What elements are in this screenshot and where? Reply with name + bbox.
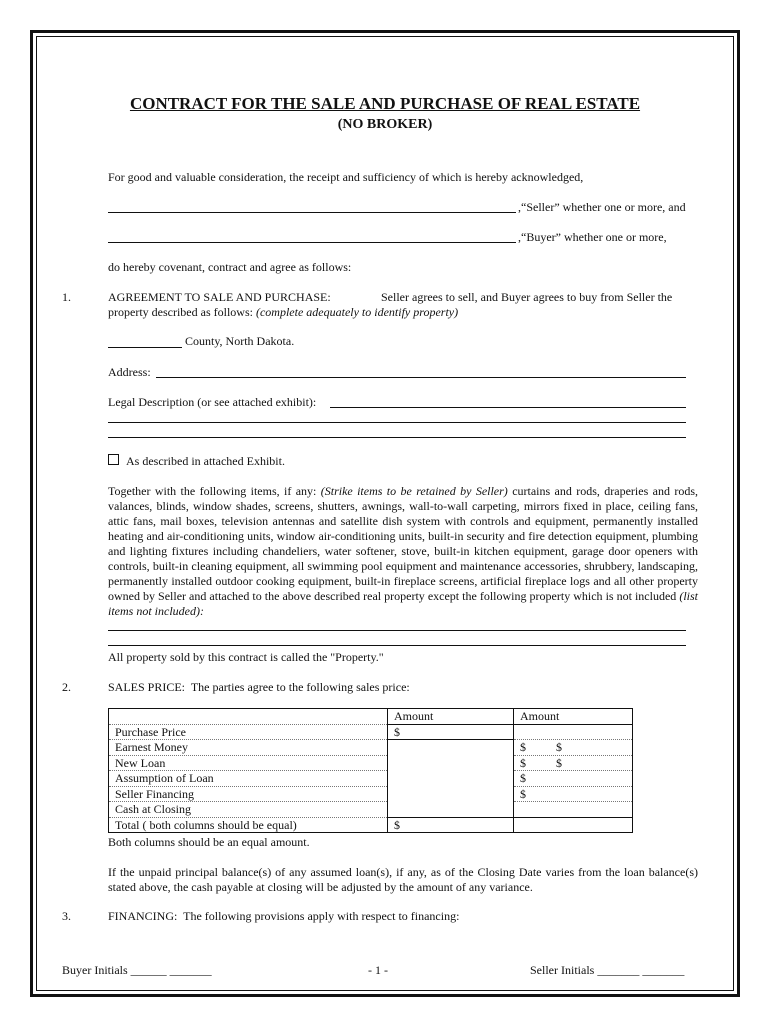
- total-amount-2[interactable]: [514, 817, 633, 833]
- assumption-of-loan-amount[interactable]: $: [514, 771, 633, 787]
- row-label: Total ( both columns should be equal): [109, 817, 388, 833]
- section-2-heading: SALES PRICE: The parties agree to the following sales price:: [108, 680, 410, 694]
- seller-name-line[interactable]: [108, 212, 516, 213]
- exhibit-checkbox[interactable]: [108, 454, 119, 465]
- table-row: [109, 755, 633, 771]
- row-label: Cash at Closing: [109, 802, 388, 818]
- column-header-amount-1: Amount: [388, 709, 514, 725]
- cash-at-closing-amount[interactable]: [514, 802, 633, 818]
- address-line[interactable]: [156, 377, 686, 378]
- seller-initials[interactable]: Seller Initials _______ _______: [530, 963, 685, 977]
- variance-paragraph: If the unpaid principal balance(s) of any assumed loan(s), if any, as of the Closing Date varies from the loan balance(s) stated above, the cash payable at closing will be adjusted by the amount of any variance.: [108, 865, 698, 894]
- section-1-number: 1.: [62, 290, 71, 304]
- buyer-initials[interactable]: Buyer Initials ______ _______: [62, 963, 212, 977]
- table-row: [109, 786, 633, 802]
- table-row: [109, 802, 633, 818]
- section-1-heading: AGREEMENT TO SALE AND PURCHASE:: [108, 290, 331, 304]
- document-title: CONTRACT FOR THE SALE AND PURCHASE OF REAL ESTATE: [129, 94, 641, 113]
- covenant-text: do hereby covenant, contract and agree as follows:: [108, 260, 352, 274]
- row-label: Seller Financing: [109, 786, 388, 802]
- excluded-items-line-2[interactable]: [108, 645, 686, 646]
- row-label: New Loan: [109, 755, 388, 771]
- blank-amount-cell: [388, 740, 514, 818]
- legal-description-line-3[interactable]: [108, 437, 686, 438]
- buyer-label: ,“Buyer” whether one or more,: [518, 230, 667, 244]
- legal-description-line-1[interactable]: [330, 407, 686, 408]
- county-label: County, North Dakota.: [185, 334, 295, 348]
- legal-description-label: Legal Description (or see attached exhibit):: [108, 395, 317, 409]
- county-line[interactable]: [108, 347, 182, 348]
- legal-description-line-2[interactable]: [108, 422, 686, 423]
- new-loan-amount[interactable]: $ $: [514, 755, 633, 771]
- table-row: [109, 771, 633, 787]
- table-row: [109, 817, 633, 833]
- row-label: Assumption of Loan: [109, 771, 388, 787]
- excluded-items-line-1[interactable]: [108, 630, 686, 631]
- section-1-text-a: Seller agrees to sell, and Buyer agrees to buy from Seller the: [381, 290, 673, 304]
- table-row: [109, 724, 633, 740]
- table-header-blank: [109, 709, 388, 725]
- column-header-amount-2: Amount: [514, 709, 633, 725]
- row-label: Purchase Price: [109, 724, 388, 740]
- sales-price-table: [108, 708, 633, 833]
- table-row: [109, 740, 633, 756]
- section-3-heading: FINANCING: The following provisions apply with respect to financing:: [108, 909, 460, 923]
- section-2-number: 2.: [62, 680, 71, 694]
- buyer-name-line[interactable]: [108, 242, 516, 243]
- total-amount-1[interactable]: $: [388, 817, 514, 833]
- exhibit-label: As described in attached Exhibit.: [126, 454, 285, 468]
- purchase-price-amount-2: [514, 724, 633, 740]
- seller-financing-amount[interactable]: $: [514, 786, 633, 802]
- purchase-price-amount[interactable]: $: [388, 724, 514, 740]
- address-label: Address:: [108, 365, 151, 379]
- row-label: Earnest Money: [109, 740, 388, 756]
- page-number: - 1 -: [368, 963, 388, 977]
- property-note: All property sold by this contract is called the "Property.": [108, 650, 384, 664]
- section-3-number: 3.: [62, 909, 71, 923]
- document-subtitle: (NO BROKER): [337, 117, 433, 132]
- section-1-text-b: property described as follows: (complete adequately to identify property): [108, 305, 459, 319]
- included-items-paragraph: Together with the following items, if any: (Strike items to be retained by Seller) curtains and rods, draperies and rods, valances, blinds, window shades, screens, shutters, awnings, wall-to-wall carpeting, mirrors fixed in place, ceiling fans, attic fans, mail boxes, television antennas and satellite dish system with controls and equipment, permanently installed heating and air-conditioning units, window air-conditioning units, built-in security and fire detection equipment, plumbing and lighting fixtures including chandeliers, water softener, stove, built-in kitchen equipment, garage door openers with controls, built-in cleaning equipment, all swimming pool equipment and maintenance accessories, shrubbery, landscaping, permanently installed outdoor cooking equipment, built-in fireplace screens, artificial fireplace logs and all other property owned by Seller and attached to the above described real property except the following property which is not included (list items not included):: [108, 484, 698, 618]
- equal-columns-note: Both columns should be an equal amount.: [108, 835, 310, 849]
- intro-text: For good and valuable consideration, the receipt and sufficiency of which is hereby acknowledged,: [108, 170, 584, 184]
- earnest-money-amount[interactable]: $ $: [514, 740, 633, 756]
- seller-label: ,“Seller” whether one or more, and: [518, 200, 686, 214]
